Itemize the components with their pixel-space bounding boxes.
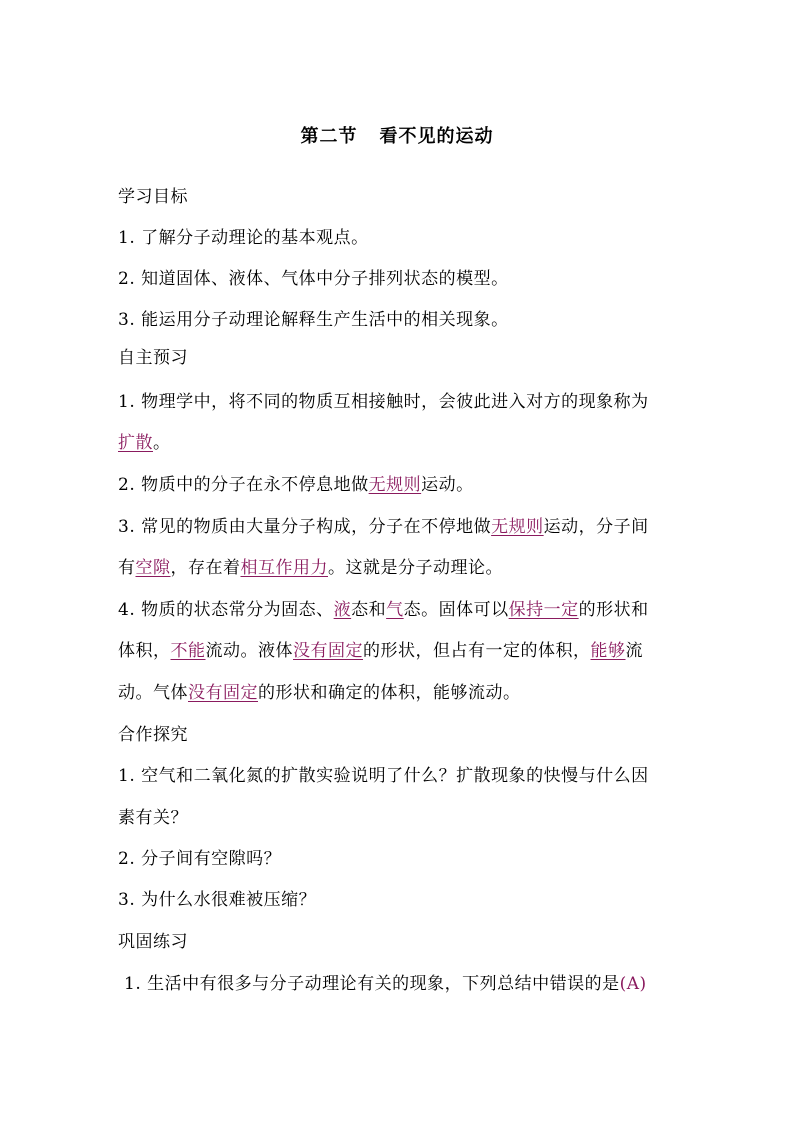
title-section-number: 第二节 bbox=[300, 126, 358, 147]
section-heading-preview: 自主预习 bbox=[118, 348, 188, 368]
preview-q3-line2: 有空隙，存在着相互作用力。这就是分子动理论。 bbox=[118, 558, 503, 578]
section-heading-explore: 合作探究 bbox=[118, 725, 188, 745]
section-heading-practice: 巩固练习 bbox=[118, 932, 188, 952]
goal-item: 3. 能运用分子动理论解释生产生活中的相关现象。 bbox=[118, 310, 509, 330]
answer-blank: 液 bbox=[333, 600, 352, 620]
answer-blank: 不能 bbox=[170, 641, 206, 661]
answer-blank: 相互作用力 bbox=[240, 558, 328, 578]
answer-blank: 无规则 bbox=[491, 517, 544, 537]
preview-q4-line3: 动。气体没有固定的形状和确定的体积，能够流动。 bbox=[118, 683, 521, 703]
section-heading-goals: 学习目标 bbox=[118, 187, 188, 207]
preview-q2: 2. 物质中的分子在永不停息地做无规则运动。 bbox=[118, 475, 474, 495]
practice-q1: 1. 生活中有很多与分子动理论有关的现象，下列总结中错误的是(A) bbox=[124, 974, 647, 994]
preview-q3-line1: 3. 常见的物质由大量分子构成，分子在不停地做无规则运动，分子间 bbox=[118, 517, 649, 537]
answer-choice: A bbox=[626, 974, 640, 994]
title-text: 看不见的运动 bbox=[379, 126, 494, 147]
explore-q1-line2: 素有关？ bbox=[118, 808, 188, 828]
preview-q1-line2: 扩散。 bbox=[118, 433, 171, 453]
explore-q2: 2. 分子间有空隙吗？ bbox=[118, 849, 282, 869]
goal-item: 1. 了解分子动理论的基本观点。 bbox=[118, 228, 369, 248]
answer-blank: 空隙 bbox=[135, 558, 171, 578]
preview-q1-line1: 1. 物理学中，将不同的物质互相接触时，会彼此进入对方的现象称为 bbox=[118, 392, 649, 412]
answer-blank: 扩散 bbox=[118, 433, 153, 453]
page-title bbox=[0, 122, 794, 148]
answer-blank: 无规则 bbox=[368, 475, 422, 495]
explore-q1-line1: 1. 空气和二氧化氮的扩散实验说明了什么？扩散现象的快慢与什么因 bbox=[118, 766, 649, 786]
preview-q4-line2: 体积，不能流动。液体没有固定的形状，但占有一定的体积，能够流 bbox=[118, 641, 643, 661]
answer-blank: 保持一定 bbox=[508, 600, 579, 620]
answer-blank: 没有固定 bbox=[293, 641, 363, 661]
explore-q3: 3. 为什么水很难被压缩？ bbox=[118, 890, 317, 910]
preview-q4-line1: 4. 物质的状态常分为固态、液态和气态。固体可以保持一定的形状和 bbox=[118, 600, 649, 620]
answer-blank: 气 bbox=[386, 600, 404, 620]
answer-blank: 没有固定 bbox=[188, 683, 258, 703]
goal-item: 2. 知道固体、液体、气体中分子排列状态的模型。 bbox=[118, 269, 509, 289]
answer-blank: 能够 bbox=[590, 641, 626, 661]
